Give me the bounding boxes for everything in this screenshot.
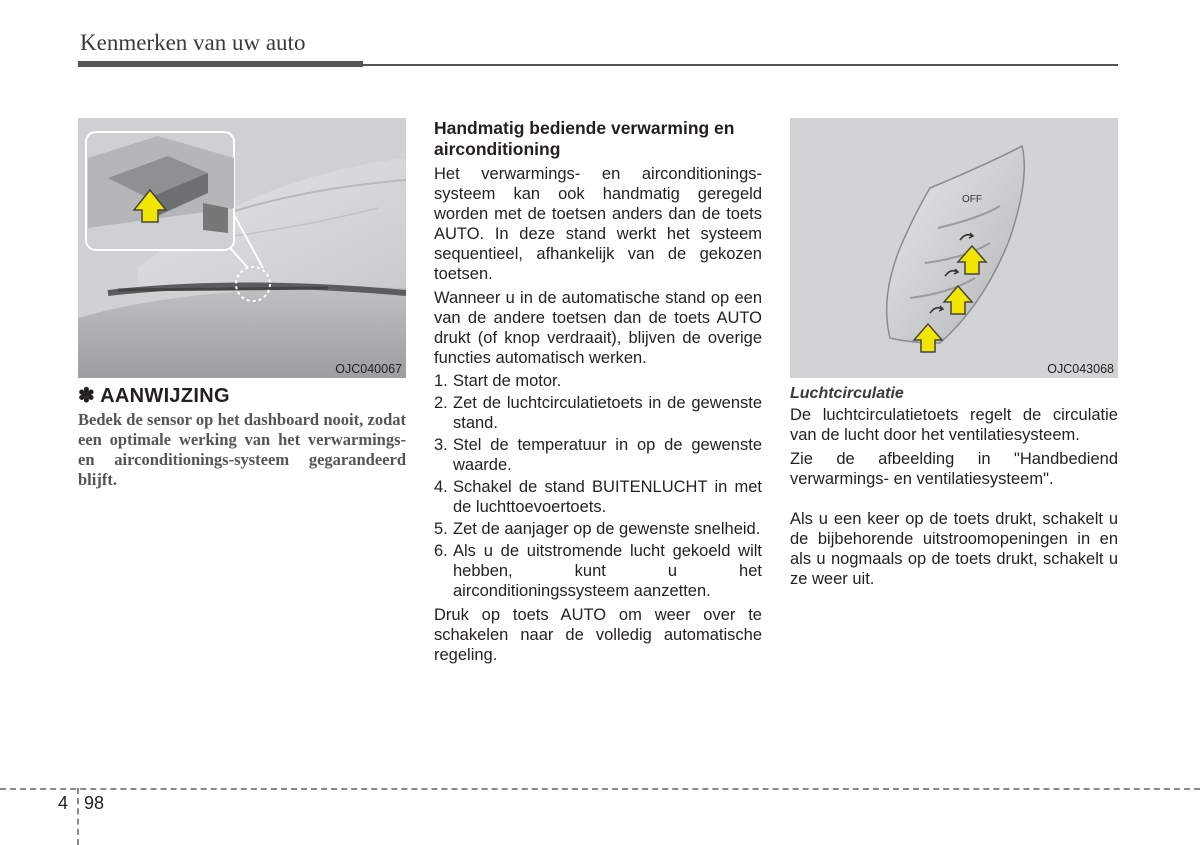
spacer bbox=[790, 489, 1118, 509]
section-heading: Handmatig bediende verwarming en airconditioning bbox=[434, 118, 735, 159]
footer-vertical-divider bbox=[77, 788, 79, 845]
list-item: 4. Schakel de stand BUITENLUCHT in met de luchttoevoertoets. bbox=[434, 478, 762, 516]
windshield-sensor-illustration bbox=[78, 118, 406, 378]
list-item: 1. Start de motor. bbox=[434, 372, 562, 390]
note-text: Bedek de sensor op het dashboard nooit, zodat een optimale werking van het verwarmings- en airconditionings-systeem gegarandeerd blijft. bbox=[78, 410, 406, 489]
figure-code: OJC040067 bbox=[335, 362, 402, 376]
list-item: 2. Zet de luchtcirculatietoets in de gewenste stand. bbox=[434, 394, 762, 432]
paragraph: Druk op toets AUTO om weer over te schakelen naar de volledig automatische regeling. bbox=[434, 606, 762, 664]
paragraph: De luchtcirculatietoets regelt de circulatie van de lucht door het ventilatiesysteem. bbox=[790, 406, 1118, 444]
list-item: 5. Zet de aanjager op de gewenste snelheid. bbox=[434, 520, 761, 538]
header-rule-thick bbox=[78, 61, 363, 67]
footer-divider bbox=[0, 788, 1200, 790]
figure-windshield-sensor bbox=[78, 118, 406, 378]
control-panel-illustration bbox=[790, 118, 1118, 378]
paragraph: Zie de afbeelding in "Handbediend verwarmings- en ventilatiesysteem". bbox=[790, 450, 1118, 488]
list-item: 3. Stel de temperatuur in op de gewenste waarde. bbox=[434, 436, 762, 474]
right-column bbox=[790, 118, 1118, 589]
paragraph: Het verwarmings- en airconditionings-systeem kan ook handmatig geregeld worden met de toetsen anders dan de toets AUTO. In deze stand werkt het systeem sequentieel, afhankelijk van de gekozen toetsen. bbox=[434, 165, 762, 283]
page-header-title: Kenmerken van uw auto bbox=[80, 30, 306, 55]
page-chapter: 4 bbox=[58, 793, 69, 813]
left-column bbox=[78, 118, 406, 490]
off-label: OFF bbox=[962, 194, 982, 205]
figure-control-panel bbox=[790, 118, 1118, 378]
page-number: 98 bbox=[84, 793, 105, 813]
subheading: Luchtcirculatie bbox=[790, 385, 904, 402]
header-rule-thin bbox=[363, 64, 1118, 66]
figure-code: OJC043068 bbox=[1047, 362, 1114, 376]
steps-list bbox=[434, 371, 762, 601]
paragraph: Wanneer u in de automatische stand op een van de andere toetsen dan de toets AUTO drukt (of knop verdraait), blijven de overige functies automatisch werken. bbox=[434, 289, 762, 367]
middle-column bbox=[434, 118, 762, 665]
paragraph: Als u een keer op de toets drukt, schakelt u de bijbehorende uitstroomopeningen in en als u nogmaals op de toets drukt, schakelt u ze weer uit. bbox=[790, 510, 1118, 588]
list-item: 6. Als u de uitstromende lucht gekoeld wilt hebben, kunt u het airconditioningssysteem aanzetten. bbox=[434, 542, 762, 600]
note-title: ✽ AANWIJZING bbox=[78, 385, 230, 407]
